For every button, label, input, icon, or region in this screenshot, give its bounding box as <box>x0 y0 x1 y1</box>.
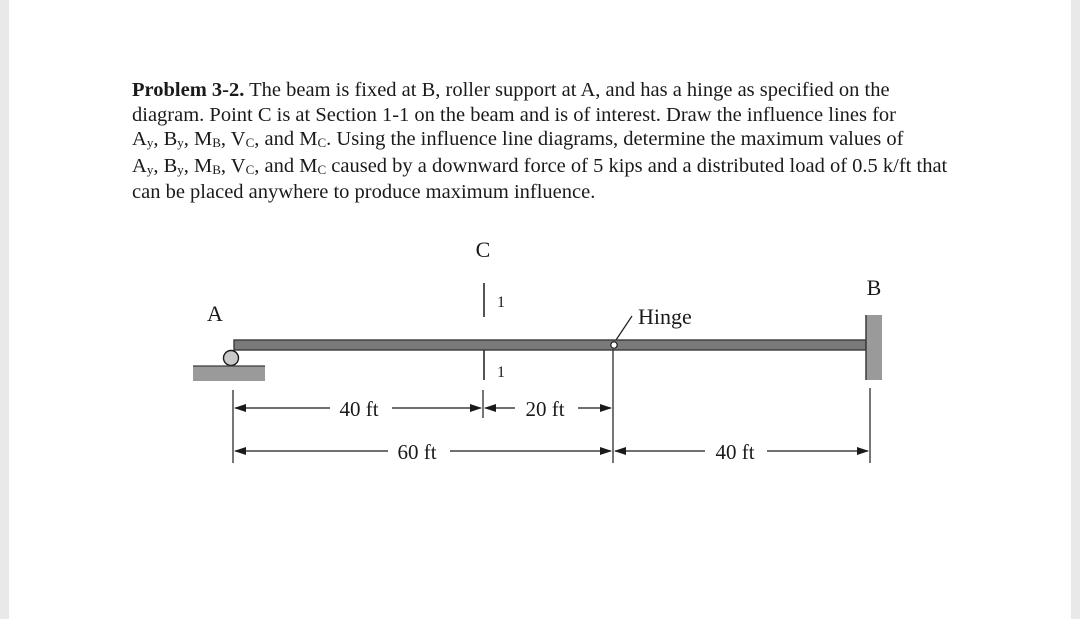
by-subscript-2: y <box>177 161 184 177</box>
label-c: C <box>475 237 491 262</box>
section-label-top: 1 <box>497 294 505 311</box>
ay-symbol-2: A <box>132 154 147 177</box>
label-hinge: Hinge <box>638 304 692 329</box>
beam <box>234 340 866 350</box>
hinge-leader <box>614 316 632 343</box>
problem-ending: caused by a downward force of 5 kips and a distributed load of 0.5 k/ft that can be placed anywhere to produce maximum influence. <box>132 154 948 203</box>
by-subscript: y <box>177 135 184 150</box>
section-label-bottom: 1 <box>497 364 505 381</box>
problem-intro: The beam is fixed at B, roller support at A, and has a hinge as specified on the diagram. Point C is at Section 1-1 on the beam and is of interest. Draw the influence lines for <box>132 79 897 126</box>
mb-symbol: , M <box>183 128 213 150</box>
mc-subscript-2: C <box>317 161 327 177</box>
mc-symbol: , and M <box>254 128 318 150</box>
hinge-icon <box>611 342 617 348</box>
by-symbol-2: , B <box>153 154 178 177</box>
mb-symbol-2: , M <box>183 154 213 177</box>
problem-middle: . Using the influence line diagrams, determine the maximum values of <box>326 128 904 150</box>
ground-hatch <box>193 366 265 381</box>
ay-symbol: A <box>132 128 147 150</box>
mc-symbol-2: , and M <box>254 154 318 177</box>
dim-40-right-label: 40 ft <box>715 440 755 464</box>
vc-subscript: C <box>245 135 255 150</box>
dim-60-label: 60 ft <box>397 440 437 464</box>
vc-subscript-2: C <box>245 161 255 177</box>
fixed-support-b <box>866 315 882 380</box>
vc-symbol-2: , V <box>220 154 246 177</box>
by-symbol: , B <box>153 128 178 150</box>
mb-subscript: B <box>212 135 221 150</box>
ay-subscript: y <box>146 135 154 150</box>
roller-icon <box>224 351 239 366</box>
label-a: A <box>207 301 223 326</box>
dim-40-left-label: 40 ft <box>339 397 379 421</box>
mb-subscript-2: B <box>212 161 221 177</box>
dim-20-label: 20 ft <box>525 397 565 421</box>
vc-symbol: , V <box>220 128 246 150</box>
problem-number: Problem 3-2. <box>132 79 245 101</box>
label-b: B <box>866 275 882 300</box>
ay-subscript-2: y <box>146 161 154 177</box>
mc-subscript: C <box>317 135 327 150</box>
